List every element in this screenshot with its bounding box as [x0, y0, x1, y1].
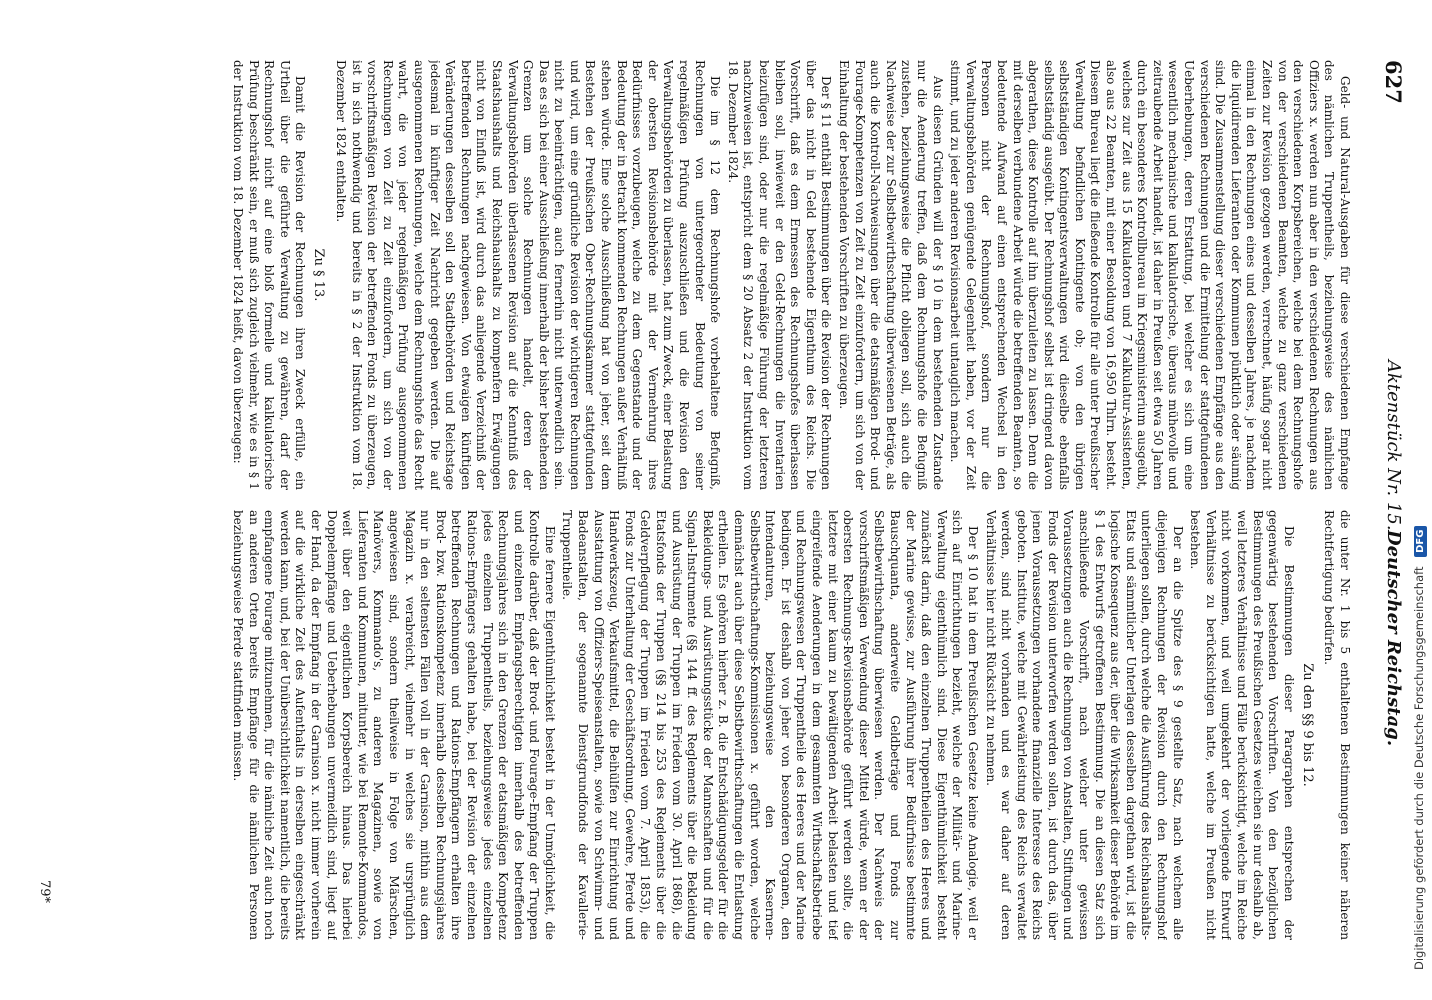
digitization-notice [1410, 30, 1430, 970]
paragraph: Geld- und Natural-Ausgaben für diese verschiedenen Empfange des nämlichen Truppentheils, beziehungsweise des nämlichen Offiziers x. werden nun aber in den verschiedenen Rechnungen aus den verschiedenen Korpsbereichen, welche bei dem Rechnungshofe von der verschiedenen Beamten, welche zu ganz verschiedenen Zeiten zur Revision gezogen werden, verrechnet, häufig sogar nicht einmal in den Rechnungen eines und desselben Jahres, je nachdem die liquidirenden Lieferanten oder Kommunen pünktlich oder säumig sind. Die Zusammenstellung dieser verschiedenen Empfänge aus den verschiedenen Rechnungen und die Ermittelung der stattgefundenen Ueberhebungen, deren Erstattung, bei welcher es sich um eine wesentlich mechanische und kalkulatorische, überaus mühevolle und zeitraubende Arbeit handelt, ist daher in Preußen seit etwa 50 Jahren durch ein besonderes Kontrollbureau im Kriegsministerium ausgeübt, welches zur Zeit aus 15 Kalkulatoren und 7 Kalkulatur-Assistenten, also aus 22 Beamten, mit einer Besoldung von 16,950 Thlrn. besteht. Diesem Bureau liegt die fließende Kontrolle für alle unter Preußischer Verwaltung befindlichen Kontingente ob; von den übrigen selbstständigen Kontingentsverwaltungen wird dieselbe ebenfalls selbstständig ausgeübt. Der Rechnungshof selbst ist dringend davon abgerathen, diese Kontrolle auf ihn überzuleiten zu lassen. Denn die mit derselben verbundene Arbeit würde die betreffenden Beamten, so bedeutende Aufwand auf einen entsprechenden Wechsel in den Personen nicht der Rechnungshof, sondern nur die Verwaltungsbehörden genügende Gelegenheit haben, vor der Zeit stimmt, und zu jeder anderen Revisionsarbeit untauglich machen. [948, 60, 1352, 490]
paragraph: Damit die Revision der Rechnungen ihren Zweck erfülle, ein Urtheil über die geführte Verwaltung zu gewähren, darf der Rechnungshof nicht auf eine bloß formelle und kalkulatorische Prüfung beschränkt sein, er muß sich zugleich vielmehr, wie es in § 1 der Instruktion vom 18. Dezember 1824 heißt, davon überzeugen: [231, 60, 308, 490]
text-column-left [62, 60, 1352, 490]
dfg-logo: DFG [1414, 526, 1427, 557]
paragraph: die unter Nr. 1 bis 5 enthaltenen Bestimmungen keiner näheren Rechtfertigung bedürfen. [1322, 510, 1352, 940]
text-column-right [62, 510, 1352, 940]
paragraph: Die Bestimmungen dieser Paragraphen entsprechen der gegenwärtig bestehenden Vorschriften. Von den bezüglichen Bestimmungen des Preußischen Gesetzes weichen sie nur deshalb ab, weil letzteres Verhältnisse und Fälle berücksichtigt, welche im Reiche nicht vorkommen, und weil umgekehrt der vorliegende Entwurf Verhältnisse zu berücksichtigen hatte, welche im Preußen nicht bestehen. [1188, 510, 1296, 940]
paragraph: Der an die Spitze des § 9 gestellte Satz, nach welchem alle diejenigen Rechnungen der Revision durch den Rechnungshof unterliegen sollen, durch welche die Ausführung des Reichshaushalts-Etats und sämmtlicher Unterlagen desselben dargethan wird, ist die logische Konsequenz aus der, über die Wirksamkeit dieser Behörde im § 1 des Entwurfs getroffenen Bestimmung. Die an diesen Satz sich anschließende Vorschrift, nach welcher unter gewissen Voraussetzungen auch die Rechnungen von Anstalten, Stiftungen und Fonds der Revision unterworfen werden sollen, ist durch das, über jenen Voraussetzungen vorhandene finanzielle Interesse des Reichs geboten. Institute, welche mit Gewährleistung des Reichs verwaltet werden, sind nicht vorhanden und es war daher auf deren Verhältnisse hier nicht Rücksicht zu nehmen. [983, 510, 1185, 940]
paragraph: Aus diesen Gründen will der § 10 in dem bestehenden Zustande nur die Aenderung treffen, daß dem Rechnungshofe die Befugniß zustehen, beziehungsweise die Pflicht obliegen soll, sich auch die Nachweise der zur Selbstbewirthschaftung überwiesenen Beträge, als auch die Kontroll-Nachweisungen über die etatsmäßigen Brod- und Fourage-Kompetenzen von Zeit zu Zeit einzufordern, um sich von der Einhaltung der bestehenden Vorschriften zu überzeugen. [837, 60, 945, 490]
signature-mark: 79* [37, 880, 52, 904]
paragraph: Der § 11 enthält Bestimmungen über die Revision der Rechnungen über das nicht in Geld bestehende Eigenthum des Reichs. Die Vorschrift, daß es dem Ermessen des Rechnungshofes überlassen bleiben soll, inwieweit er den Geld-Rechnungen die Inventarien beizufügen sind, oder nur die regelmäßige Führung der letzteren nachzuweisen ist, entspricht dem § 20 Absatz 2 der Instruktion vom 18. Dezember 1824. [725, 60, 834, 490]
funding-statement: Digitalisierung gefördert durch die Deutsche Forschungsgemeinschaft [1412, 566, 1426, 970]
document-title: Aktenstück Nr. 15. [1383, 360, 1404, 531]
digitization-notice-text [1412, 30, 1427, 970]
paragraph: Der § 10 hat in dem Preußischen Gesetze keine Analogie, weil er sich auf Einrichtungen bezieht, welche der Militär- und Marine-Verwaltung eigenthümlich sind. Diese Eigenthümlichkeit besteht zunächst darin, daß den einzelnen Truppentheilen des Heeres und der Marine gewisse, zur Ausführung ihrer Bedürfnisse bestimmte Bauschquanta, anderweite Geldbeträge und Fonds zur Selbstbewirthschaftung überwiesen werden. Der Nachweis der vorschriftsmäßigen Verwendung dieser Mittel würde, wenn er der obersten Rechnungs-Revisionsbehörde geführt werden sollte, die letztere mit einer kaum zu bewältigenden Arbeit belasten und tief eingreifende Aenderungen in dem gesammten Wirthschaftsbetriebe und Rechnungswesen der Truppentheile des Heeres und der Marine bedingen. Er ist deshalb von jeher von besonderen Organen, den Intendanturen, beziehungsweise den Kasernen-Selbstbewirthschaftungs-Kommissionen x. geführt worden, welche demnächst auch über diese Selbstbewirthschaftungen die Entlastung ertheilen. Es gehören hierher z. B. die Entschädigungsgelder für die Bekleidungs- und Ausrüstungsstücke der Mannschaften und für die Signal-Instrumente (§§ 144 ff. des Reglements über die Bekleidung und Ausrüstung der Truppen im Frieden vom 30. April 1868), die Etatsfonds der Truppen (§§ 214 bis 253 des Reglements über die Geldverpflegung der Truppen im Frieden vom 7. April 1853), die Fonds zur Unterhaltung der Geschäftsordnung, Gewehre, Pferde und Handwerkszeug, Verkaufsmittel, die Beihülfen zur Einrichtung und Ausstattung von Offiziers-Speiseanstalten, sowie von Schwimm- und Badeanstalten, der sogenannte Dienstgrundfonds der Kavallerie-Truppentheile. [560, 510, 980, 940]
section-heading: Zu § 13. [311, 248, 327, 302]
page-header [1366, 60, 1410, 940]
section-heading: Zu den §§ 9 bis 12. [1299, 663, 1315, 787]
paragraph: Eine fernere Eigenthümlichkeit besteht in der Unmöglichkeit, die Kontrolle darüber, daß der Brod- und Fourage-Empfang der Truppen und einzelnen Empfangsberechtigten innerhalb des betreffenden Rechnungsjahres sich in den Grenzen der etatsmäßigen Kompetenz jedes einzelnen Truppentheils, beziehungsweise jedes einzelnen Rations-Empfängers gehalten habe, bei der Revision der einzelnen betreffenden Rechnungen und Rations-Empfängern erhalten ihre Brod- bzw. Rationskompetenz innerhalb desselben Rechnungsjahres nur in den seltensten Fällen voll in der Garnison, mithin aus dem Magazin x. verabreicht, vielmehr in welches sie ursprünglich angewiesen sind, sondern theilweise in Folge von Märschen, Manövers, Kommando's, zu anderen Magazinen, sowie von Lieferanten und Kommunen, mitunter, wie bei Remonte-Kommandos, weit über den eigentlichen Korpsbereich hinaus. Das hierbei Doppelempfänge und Ueberhebungen unvermeidlich sind, liegt auf der Hand, da der Empfang in der Garnison x. nicht immer vorherein auf die wirkliche Zeit des Aufenthalts in derselben eingeschränkt werden kann, und, bei der Unübersichtlichkeit namentlich, die bereits empfangene Fourage mitzunehmen, für die nämliche Zeit auch noch an anderen Orten bereits Empfänge für die nämlichen Personen beziehungsweise Pferde stattfinden müssen. [231, 510, 557, 940]
publication-title: Deutscher Reichstag. [1383, 530, 1404, 747]
paragraph: Die im § 12 dem Rechnungshofe vorbehaltene Befugniß, Rechnungen von untergeordneter Bedeutung von seiner regelmäßigen Prüfung auszuschließen und die Revision den Verwaltungsbehörden zu überlassen, hat zum Zweck, einer Belastung der obersten Revisionsbehörde mit der Vermehrung ihres Bedürfnisses vorzubeugen, welche zu dem Gegenstande und der Bedeutung der in Betracht kommenden Rechnungen außer Verhältniß stehen würde. Eine solche Ausschließung hat von jeher, seit dem Bestehen der Preußischen Ober-Rechnungskammer stattgefunden und wird, um eine gründliche Revision der wichtigeren Rechnungen nicht zu beeinträchtigen, auch fernerhin nicht unterwendlich sein. Das es sich bei einer Ausschließung innerhalb der bisher bestehenden Grenzen um solche Rechnungen handelt, deren der Verwaltungsbehörden überlassenen Revision auf die Kenntniß des Staatshaushalts und Reichshaushalts zu kompenfern Erwägungen nicht von Einfluß ist, wird durch das anliegende Verzeichniß der betreffenden Rechnungen nachgewiesen. Von etwaigen künftigen Veränderungen desselben soll den Stadtbehörden und Reichstage jedesmal in künftiger Zeit Nachricht gegeben werden. Die auf ausgenommenen Rechnungen, welche dem Rechnungshofe das Recht wahrt, die von jeder regelmäßigen Prüfung ausgenommenen Rechnungen von Zeit zu Zeit einzufordern, um sich von der vorschriftsmäßigen Revision der betreffenden Fonds zu überzeugen, ist in sich nothwendig und bereits in § 2 der Instruktion vom 18. Dezember 1824 enthalten. [334, 60, 723, 490]
page-number: 627 [1381, 60, 1406, 104]
